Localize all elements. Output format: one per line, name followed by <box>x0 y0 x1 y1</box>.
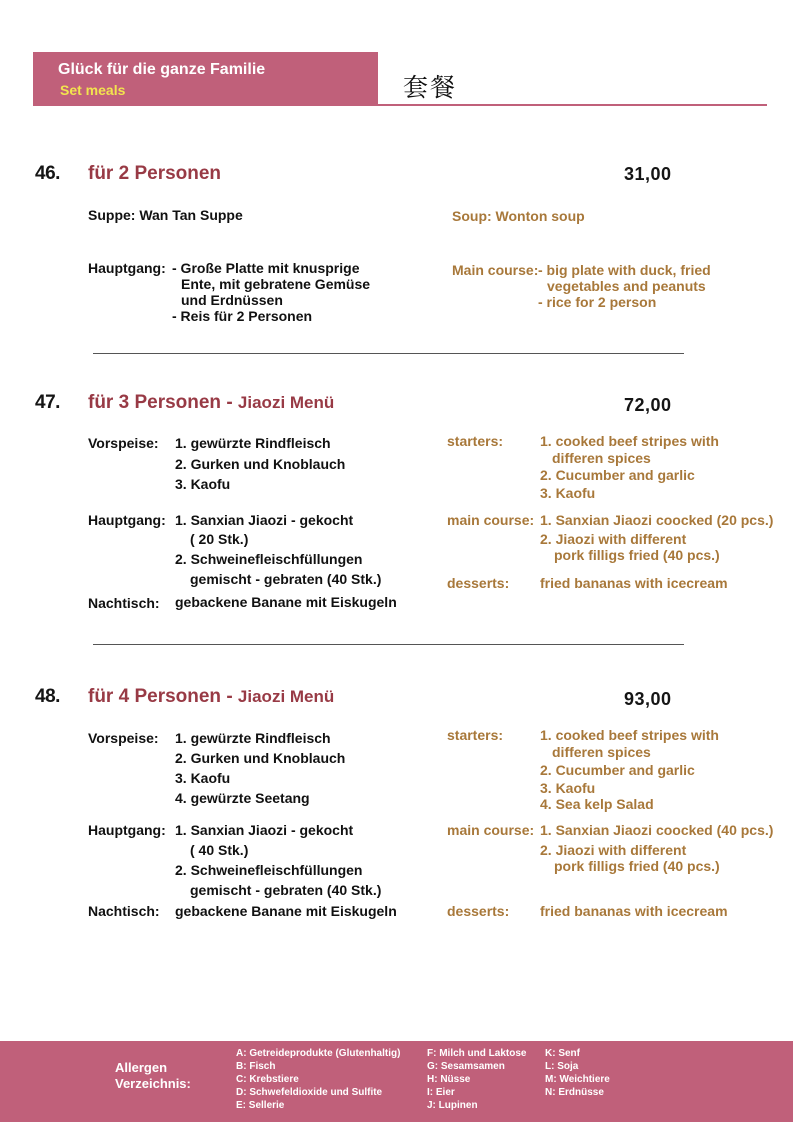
starter-item-de: 1. gewürzte Rindfleisch <box>175 435 331 451</box>
starter-item-de: 2. Gurken und Knoblauch <box>175 456 346 472</box>
starter-item-de: 3. Kaofu <box>175 476 231 492</box>
header-title-cn: 套餐 <box>403 73 458 102</box>
main-label-de: Hauptgang: <box>88 260 166 276</box>
starter-item-de: 4. gewürzte Seetang <box>175 790 310 806</box>
dessert-label-en: desserts: <box>447 903 510 919</box>
main-item-de: 2. Schweinefleischfüllungen <box>175 862 363 878</box>
starter-item-en: 1. cooked beef stripes with <box>540 433 719 449</box>
allergen-item: J: Lupinen <box>427 1100 478 1111</box>
starter-item-en: 2. Cucumber and garlic <box>540 467 695 483</box>
menu-title: für 4 Personen - Jiaozi Menü <box>88 686 335 707</box>
main-item-en: pork filligs fried (40 pcs.) <box>554 858 720 874</box>
dessert-label-de: Nachtisch: <box>88 595 160 611</box>
main-item-de: ( 20 Stk.) <box>190 531 249 547</box>
soup-de: Suppe: Wan Tan Suppe <box>88 207 243 223</box>
allergen-label: Allergen <box>115 1060 168 1075</box>
main-label-en: main course: <box>447 822 535 838</box>
allergen-list <box>545 1047 610 1099</box>
soup-en: Soup: Wonton soup <box>452 208 585 224</box>
main-item-de: Ente, mit gebratene Gemüse <box>181 276 371 292</box>
starter-label-de: Vorspeise: <box>88 435 159 451</box>
dessert-label-de: Nachtisch: <box>88 903 160 919</box>
starter-item-de: 2. Gurken und Knoblauch <box>175 750 346 766</box>
allergen-item: H: Nüsse <box>427 1074 471 1085</box>
dessert-label-en: desserts: <box>447 575 510 591</box>
allergen-item: A: Getreideprodukte (Glutenhaltig) <box>236 1048 401 1059</box>
main-item-en: 2. Jiaozi with different <box>540 531 687 547</box>
menu-number: 46. <box>35 163 60 184</box>
main-item-en: vegetables and peanuts <box>547 278 706 294</box>
allergen-list <box>236 1047 400 1112</box>
allergen-item: M: Weichtiere <box>545 1074 610 1085</box>
allergen-item: F: Milch und Laktose <box>427 1048 527 1059</box>
main-item-en: pork filligs fried (40 pcs.) <box>554 547 720 563</box>
menu-title: für 2 Personen <box>88 163 222 184</box>
allergen-item: D: Schwefeldioxide und Sulfite <box>236 1087 383 1098</box>
allergen-item: B: Fisch <box>236 1061 276 1072</box>
header-title-en: Set meals <box>60 82 126 98</box>
header-title-de: Glück für die ganze Familie <box>58 61 266 78</box>
main-item-de: ( 40 Stk.) <box>190 842 249 858</box>
main-label-en: Main course: <box>452 262 539 278</box>
main-label-en: main course: <box>447 512 535 528</box>
main-item-de: gemischt - gebraten (40 Stk.) <box>190 571 382 587</box>
starter-item-de: 1. gewürzte Rindfleisch <box>175 730 331 746</box>
main-item-de: gemischt - gebraten (40 Stk.) <box>190 882 382 898</box>
main-item-en: 1. Sanxian Jiaozi coocked (20 pcs.) <box>540 512 774 528</box>
menu-price: 72,00 <box>624 395 672 415</box>
menu-number: 48. <box>35 686 60 707</box>
starter-item-en: 4. Sea kelp Salad <box>540 796 654 812</box>
starter-item-en: differen spices <box>552 450 651 466</box>
divider <box>93 644 684 645</box>
allergen-list <box>427 1047 526 1112</box>
main-item-en: - big plate with duck, fried <box>538 262 711 278</box>
allergen-item: G: Sesamsamen <box>427 1061 505 1072</box>
menu-number: 47. <box>35 392 60 413</box>
menu-price: 31,00 <box>624 164 672 184</box>
allergen-item: K: Senf <box>545 1048 580 1059</box>
menu-price: 93,00 <box>624 689 672 709</box>
main-label-de: Hauptgang: <box>88 512 166 528</box>
allergen-label: Verzeichnis: <box>115 1076 191 1091</box>
starter-item-en: differen spices <box>552 744 651 760</box>
main-item-en: 2. Jiaozi with different <box>540 842 687 858</box>
starter-label-en: starters: <box>447 727 504 743</box>
dessert-en: fried bananas with icecream <box>540 575 728 591</box>
main-item-de: - Große Platte mit knusprige <box>172 260 360 276</box>
main-item-de: 1. Sanxian Jiaozi - gekocht <box>175 822 354 838</box>
main-item-de: und Erdnüssen <box>181 292 283 308</box>
starter-label-en: starters: <box>447 433 504 449</box>
allergen-item: N: Erdnüsse <box>545 1087 604 1098</box>
starter-item-en: 1. cooked beef stripes with <box>540 727 719 743</box>
starter-item-de: 3. Kaofu <box>175 770 231 786</box>
main-item-de: - Reis für 2 Personen <box>172 308 313 324</box>
header-rule <box>378 104 767 106</box>
allergen-item: I: Eier <box>427 1087 455 1098</box>
menu-title: für 3 Personen - Jiaozi Menü <box>88 392 335 413</box>
starter-item-en: 3. Kaofu <box>540 780 596 796</box>
divider <box>93 353 684 354</box>
main-item-de: 1. Sanxian Jiaozi - gekocht <box>175 512 354 528</box>
allergen-item: E: Sellerie <box>236 1100 285 1111</box>
dessert-en: fried bananas with icecream <box>540 903 728 919</box>
dessert-de: gebackene Banane mit Eiskugeln <box>175 594 397 610</box>
starter-item-en: 3. Kaofu <box>540 485 596 501</box>
starter-item-en: 2. Cucumber and garlic <box>540 762 695 778</box>
allergen-item: C: Krebstiere <box>236 1074 299 1085</box>
main-item-en: 1. Sanxian Jiaozi coocked (40 pcs.) <box>540 822 774 838</box>
dessert-de: gebackene Banane mit Eiskugeln <box>175 903 397 919</box>
main-item-de: 2. Schweinefleischfüllungen <box>175 551 363 567</box>
allergen-item: L: Soja <box>545 1061 579 1072</box>
main-label-de: Hauptgang: <box>88 822 166 838</box>
starter-label-de: Vorspeise: <box>88 730 159 746</box>
main-item-en: - rice for 2 person <box>538 294 657 310</box>
